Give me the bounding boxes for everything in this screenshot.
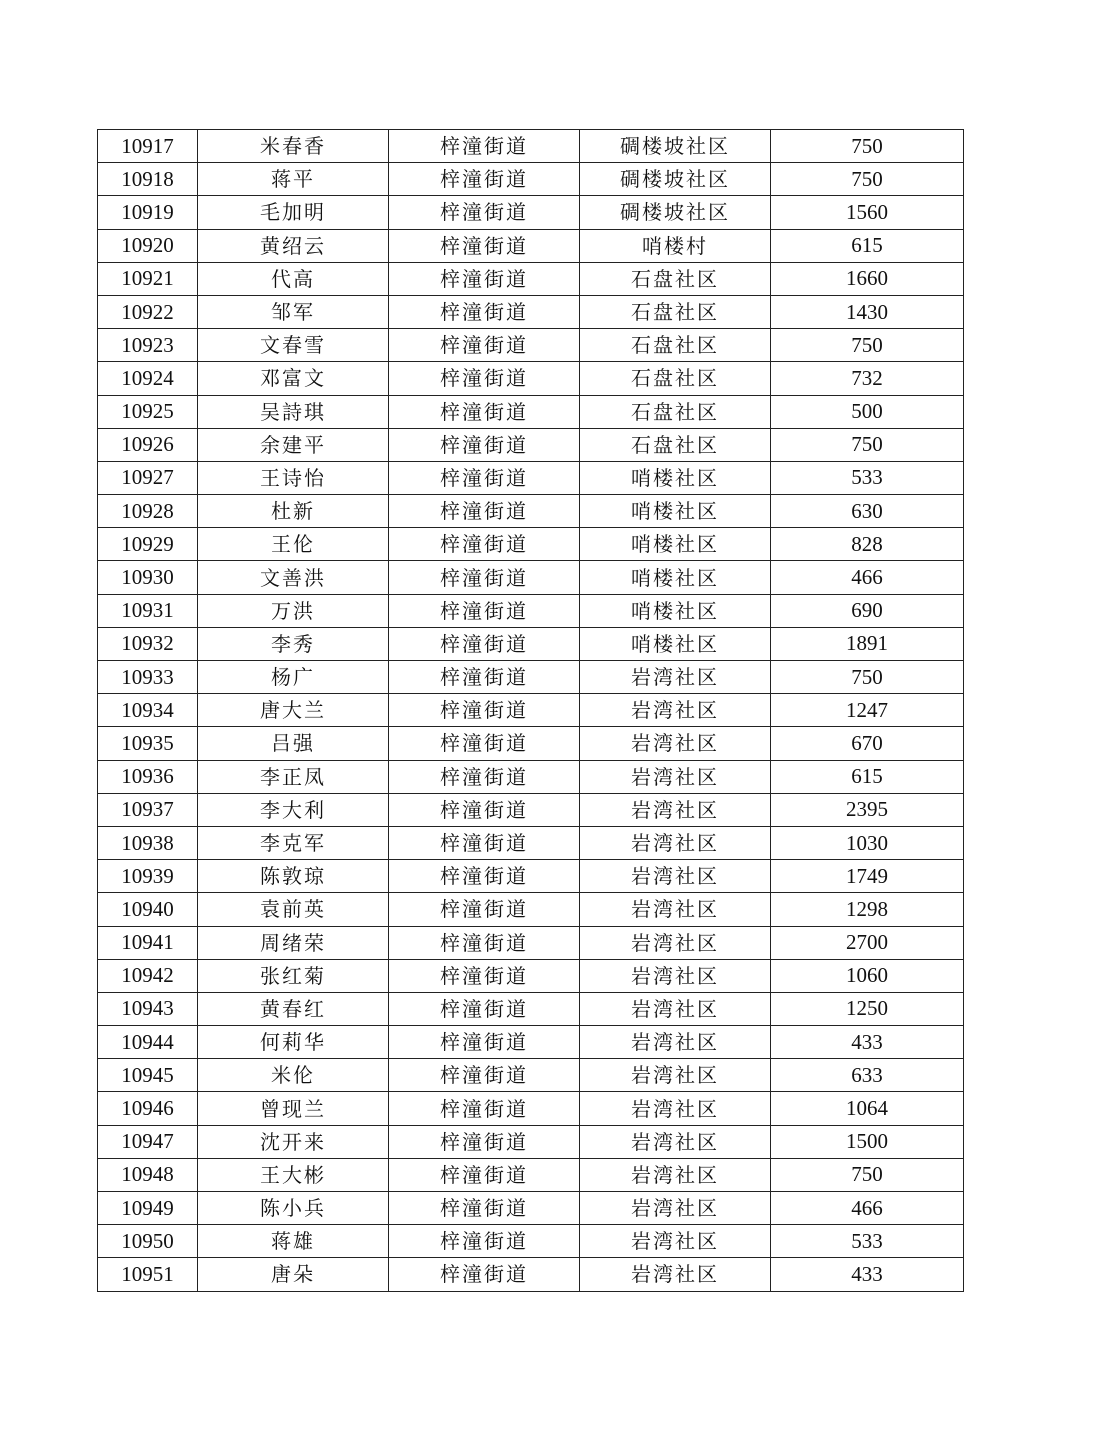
id-cell: 10923 bbox=[98, 329, 198, 362]
name-cell: 李正凤 bbox=[198, 760, 389, 793]
street-cell: 梓潼街道 bbox=[389, 826, 580, 859]
id-cell: 10945 bbox=[98, 1059, 198, 1092]
name-cell: 邓富文 bbox=[198, 362, 389, 395]
name-cell: 何莉华 bbox=[198, 1026, 389, 1059]
street-cell: 梓潼街道 bbox=[389, 130, 580, 163]
id-cell: 10930 bbox=[98, 561, 198, 594]
table-row bbox=[98, 561, 964, 594]
community-cell: 岩湾社区 bbox=[580, 760, 771, 793]
name-cell: 李大利 bbox=[198, 793, 389, 826]
table-row bbox=[98, 793, 964, 826]
community-cell: 岩湾社区 bbox=[580, 826, 771, 859]
community-cell: 岩湾社区 bbox=[580, 793, 771, 826]
community-cell: 岩湾社区 bbox=[580, 1092, 771, 1125]
name-cell: 黄春红 bbox=[198, 992, 389, 1025]
id-cell: 10931 bbox=[98, 594, 198, 627]
street-cell: 梓潼街道 bbox=[389, 163, 580, 196]
street-cell: 梓潼街道 bbox=[389, 727, 580, 760]
name-cell: 李克军 bbox=[198, 826, 389, 859]
table-row bbox=[98, 362, 964, 395]
community-cell: 哨楼社区 bbox=[580, 528, 771, 561]
table-row bbox=[98, 959, 964, 992]
street-cell: 梓潼街道 bbox=[389, 1225, 580, 1258]
street-cell: 梓潼街道 bbox=[389, 395, 580, 428]
street-cell: 梓潼街道 bbox=[389, 196, 580, 229]
amount-cell: 670 bbox=[771, 727, 964, 760]
id-cell: 10934 bbox=[98, 694, 198, 727]
name-cell: 唐大兰 bbox=[198, 694, 389, 727]
records-table bbox=[97, 129, 964, 1292]
street-cell: 梓潼街道 bbox=[389, 926, 580, 959]
street-cell: 梓潼街道 bbox=[389, 594, 580, 627]
amount-cell: 2395 bbox=[771, 793, 964, 826]
street-cell: 梓潼街道 bbox=[389, 262, 580, 295]
community-cell: 岩湾社区 bbox=[580, 860, 771, 893]
street-cell: 梓潼街道 bbox=[389, 1192, 580, 1225]
id-cell: 10938 bbox=[98, 826, 198, 859]
name-cell: 吕强 bbox=[198, 727, 389, 760]
id-cell: 10935 bbox=[98, 727, 198, 760]
community-cell: 碉楼坡社区 bbox=[580, 130, 771, 163]
id-cell: 10936 bbox=[98, 760, 198, 793]
id-cell: 10939 bbox=[98, 860, 198, 893]
table-row bbox=[98, 860, 964, 893]
id-cell: 10926 bbox=[98, 428, 198, 461]
street-cell: 梓潼街道 bbox=[389, 860, 580, 893]
amount-cell: 750 bbox=[771, 329, 964, 362]
id-cell: 10949 bbox=[98, 1192, 198, 1225]
amount-cell: 433 bbox=[771, 1258, 964, 1291]
name-cell: 王大彬 bbox=[198, 1158, 389, 1191]
id-cell: 10927 bbox=[98, 461, 198, 494]
amount-cell: 1060 bbox=[771, 959, 964, 992]
amount-cell: 630 bbox=[771, 495, 964, 528]
name-cell: 文春雪 bbox=[198, 329, 389, 362]
table-row bbox=[98, 694, 964, 727]
name-cell: 李秀 bbox=[198, 627, 389, 660]
street-cell: 梓潼街道 bbox=[389, 461, 580, 494]
table-row bbox=[98, 461, 964, 494]
amount-cell: 1064 bbox=[771, 1092, 964, 1125]
street-cell: 梓潼街道 bbox=[389, 362, 580, 395]
table-row bbox=[98, 893, 964, 926]
amount-cell: 633 bbox=[771, 1059, 964, 1092]
community-cell: 石盘社区 bbox=[580, 428, 771, 461]
amount-cell: 750 bbox=[771, 130, 964, 163]
table-row bbox=[98, 495, 964, 528]
name-cell: 吴詩琪 bbox=[198, 395, 389, 428]
community-cell: 岩湾社区 bbox=[580, 926, 771, 959]
community-cell: 碉楼坡社区 bbox=[580, 196, 771, 229]
name-cell: 代高 bbox=[198, 262, 389, 295]
amount-cell: 500 bbox=[771, 395, 964, 428]
id-cell: 10920 bbox=[98, 229, 198, 262]
community-cell: 岩湾社区 bbox=[580, 1059, 771, 1092]
street-cell: 梓潼街道 bbox=[389, 1092, 580, 1125]
name-cell: 余建平 bbox=[198, 428, 389, 461]
table-row bbox=[98, 1092, 964, 1125]
table-row bbox=[98, 760, 964, 793]
id-cell: 10950 bbox=[98, 1225, 198, 1258]
table-row bbox=[98, 727, 964, 760]
name-cell: 杜新 bbox=[198, 495, 389, 528]
community-cell: 岩湾社区 bbox=[580, 661, 771, 694]
table-row bbox=[98, 1225, 964, 1258]
community-cell: 岩湾社区 bbox=[580, 1026, 771, 1059]
street-cell: 梓潼街道 bbox=[389, 329, 580, 362]
id-cell: 10925 bbox=[98, 395, 198, 428]
name-cell: 沈开来 bbox=[198, 1125, 389, 1158]
street-cell: 梓潼街道 bbox=[389, 495, 580, 528]
table-row bbox=[98, 329, 964, 362]
community-cell: 岩湾社区 bbox=[580, 1125, 771, 1158]
table-row bbox=[98, 627, 964, 660]
records-table-body bbox=[98, 130, 964, 1292]
table-row bbox=[98, 1192, 964, 1225]
table-row bbox=[98, 926, 964, 959]
amount-cell: 828 bbox=[771, 528, 964, 561]
street-cell: 梓潼街道 bbox=[389, 760, 580, 793]
street-cell: 梓潼街道 bbox=[389, 1258, 580, 1291]
id-cell: 10924 bbox=[98, 362, 198, 395]
street-cell: 梓潼街道 bbox=[389, 793, 580, 826]
id-cell: 10940 bbox=[98, 893, 198, 926]
id-cell: 10941 bbox=[98, 926, 198, 959]
community-cell: 哨楼社区 bbox=[580, 561, 771, 594]
table-row bbox=[98, 826, 964, 859]
table-row bbox=[98, 295, 964, 328]
community-cell: 哨楼社区 bbox=[580, 495, 771, 528]
name-cell: 曾现兰 bbox=[198, 1092, 389, 1125]
table-row bbox=[98, 1158, 964, 1191]
street-cell: 梓潼街道 bbox=[389, 1125, 580, 1158]
community-cell: 岩湾社区 bbox=[580, 1192, 771, 1225]
name-cell: 米春香 bbox=[198, 130, 389, 163]
street-cell: 梓潼街道 bbox=[389, 661, 580, 694]
id-cell: 10937 bbox=[98, 793, 198, 826]
amount-cell: 750 bbox=[771, 1158, 964, 1191]
name-cell: 蒋雄 bbox=[198, 1225, 389, 1258]
community-cell: 石盘社区 bbox=[580, 262, 771, 295]
amount-cell: 433 bbox=[771, 1026, 964, 1059]
name-cell: 蒋平 bbox=[198, 163, 389, 196]
amount-cell: 1560 bbox=[771, 196, 964, 229]
name-cell: 杨广 bbox=[198, 661, 389, 694]
name-cell: 黄绍云 bbox=[198, 229, 389, 262]
amount-cell: 466 bbox=[771, 1192, 964, 1225]
id-cell: 10947 bbox=[98, 1125, 198, 1158]
id-cell: 10946 bbox=[98, 1092, 198, 1125]
name-cell: 王诗怡 bbox=[198, 461, 389, 494]
id-cell: 10951 bbox=[98, 1258, 198, 1291]
table-row bbox=[98, 1059, 964, 1092]
id-cell: 10942 bbox=[98, 959, 198, 992]
id-cell: 10944 bbox=[98, 1026, 198, 1059]
id-cell: 10921 bbox=[98, 262, 198, 295]
amount-cell: 1891 bbox=[771, 627, 964, 660]
name-cell: 万洪 bbox=[198, 594, 389, 627]
table-row bbox=[98, 528, 964, 561]
amount-cell: 1660 bbox=[771, 262, 964, 295]
amount-cell: 533 bbox=[771, 1225, 964, 1258]
name-cell: 陈敦琼 bbox=[198, 860, 389, 893]
street-cell: 梓潼街道 bbox=[389, 229, 580, 262]
amount-cell: 615 bbox=[771, 760, 964, 793]
street-cell: 梓潼街道 bbox=[389, 1158, 580, 1191]
amount-cell: 750 bbox=[771, 428, 964, 461]
street-cell: 梓潼街道 bbox=[389, 1026, 580, 1059]
table-row bbox=[98, 594, 964, 627]
community-cell: 岩湾社区 bbox=[580, 992, 771, 1025]
amount-cell: 1500 bbox=[771, 1125, 964, 1158]
community-cell: 岩湾社区 bbox=[580, 694, 771, 727]
id-cell: 10917 bbox=[98, 130, 198, 163]
name-cell: 唐朵 bbox=[198, 1258, 389, 1291]
community-cell: 哨楼社区 bbox=[580, 594, 771, 627]
amount-cell: 750 bbox=[771, 163, 964, 196]
name-cell: 张红菊 bbox=[198, 959, 389, 992]
street-cell: 梓潼街道 bbox=[389, 561, 580, 594]
amount-cell: 690 bbox=[771, 594, 964, 627]
table-row bbox=[98, 196, 964, 229]
community-cell: 哨楼村 bbox=[580, 229, 771, 262]
amount-cell: 466 bbox=[771, 561, 964, 594]
id-cell: 10919 bbox=[98, 196, 198, 229]
community-cell: 石盘社区 bbox=[580, 395, 771, 428]
id-cell: 10918 bbox=[98, 163, 198, 196]
amount-cell: 750 bbox=[771, 661, 964, 694]
id-cell: 10933 bbox=[98, 661, 198, 694]
community-cell: 碉楼坡社区 bbox=[580, 163, 771, 196]
community-cell: 岩湾社区 bbox=[580, 1158, 771, 1191]
street-cell: 梓潼街道 bbox=[389, 295, 580, 328]
id-cell: 10948 bbox=[98, 1158, 198, 1191]
table-row bbox=[98, 1258, 964, 1291]
street-cell: 梓潼街道 bbox=[389, 992, 580, 1025]
community-cell: 哨楼社区 bbox=[580, 627, 771, 660]
street-cell: 梓潼街道 bbox=[389, 1059, 580, 1092]
name-cell: 毛加明 bbox=[198, 196, 389, 229]
table-row bbox=[98, 1026, 964, 1059]
name-cell: 邹军 bbox=[198, 295, 389, 328]
amount-cell: 1298 bbox=[771, 893, 964, 926]
id-cell: 10929 bbox=[98, 528, 198, 561]
amount-cell: 1247 bbox=[771, 694, 964, 727]
id-cell: 10928 bbox=[98, 495, 198, 528]
community-cell: 石盘社区 bbox=[580, 362, 771, 395]
street-cell: 梓潼街道 bbox=[389, 959, 580, 992]
name-cell: 周绪荣 bbox=[198, 926, 389, 959]
amount-cell: 732 bbox=[771, 362, 964, 395]
community-cell: 岩湾社区 bbox=[580, 893, 771, 926]
street-cell: 梓潼街道 bbox=[389, 528, 580, 561]
id-cell: 10932 bbox=[98, 627, 198, 660]
amount-cell: 2700 bbox=[771, 926, 964, 959]
community-cell: 岩湾社区 bbox=[580, 1258, 771, 1291]
table-row bbox=[98, 163, 964, 196]
amount-cell: 1030 bbox=[771, 826, 964, 859]
street-cell: 梓潼街道 bbox=[389, 627, 580, 660]
community-cell: 岩湾社区 bbox=[580, 1225, 771, 1258]
street-cell: 梓潼街道 bbox=[389, 428, 580, 461]
id-cell: 10943 bbox=[98, 992, 198, 1025]
community-cell: 石盘社区 bbox=[580, 329, 771, 362]
name-cell: 米伦 bbox=[198, 1059, 389, 1092]
table-row bbox=[98, 262, 964, 295]
table-row bbox=[98, 229, 964, 262]
name-cell: 王伦 bbox=[198, 528, 389, 561]
community-cell: 岩湾社区 bbox=[580, 959, 771, 992]
name-cell: 袁前英 bbox=[198, 893, 389, 926]
amount-cell: 1749 bbox=[771, 860, 964, 893]
amount-cell: 615 bbox=[771, 229, 964, 262]
table-row bbox=[98, 130, 964, 163]
table-row bbox=[98, 1125, 964, 1158]
id-cell: 10922 bbox=[98, 295, 198, 328]
table-row bbox=[98, 428, 964, 461]
amount-cell: 533 bbox=[771, 461, 964, 494]
community-cell: 哨楼社区 bbox=[580, 461, 771, 494]
table-row bbox=[98, 992, 964, 1025]
name-cell: 陈小兵 bbox=[198, 1192, 389, 1225]
community-cell: 岩湾社区 bbox=[580, 727, 771, 760]
street-cell: 梓潼街道 bbox=[389, 893, 580, 926]
amount-cell: 1250 bbox=[771, 992, 964, 1025]
table-row bbox=[98, 395, 964, 428]
community-cell: 石盘社区 bbox=[580, 295, 771, 328]
street-cell: 梓潼街道 bbox=[389, 694, 580, 727]
table-row bbox=[98, 661, 964, 694]
name-cell: 文善洪 bbox=[198, 561, 389, 594]
amount-cell: 1430 bbox=[771, 295, 964, 328]
